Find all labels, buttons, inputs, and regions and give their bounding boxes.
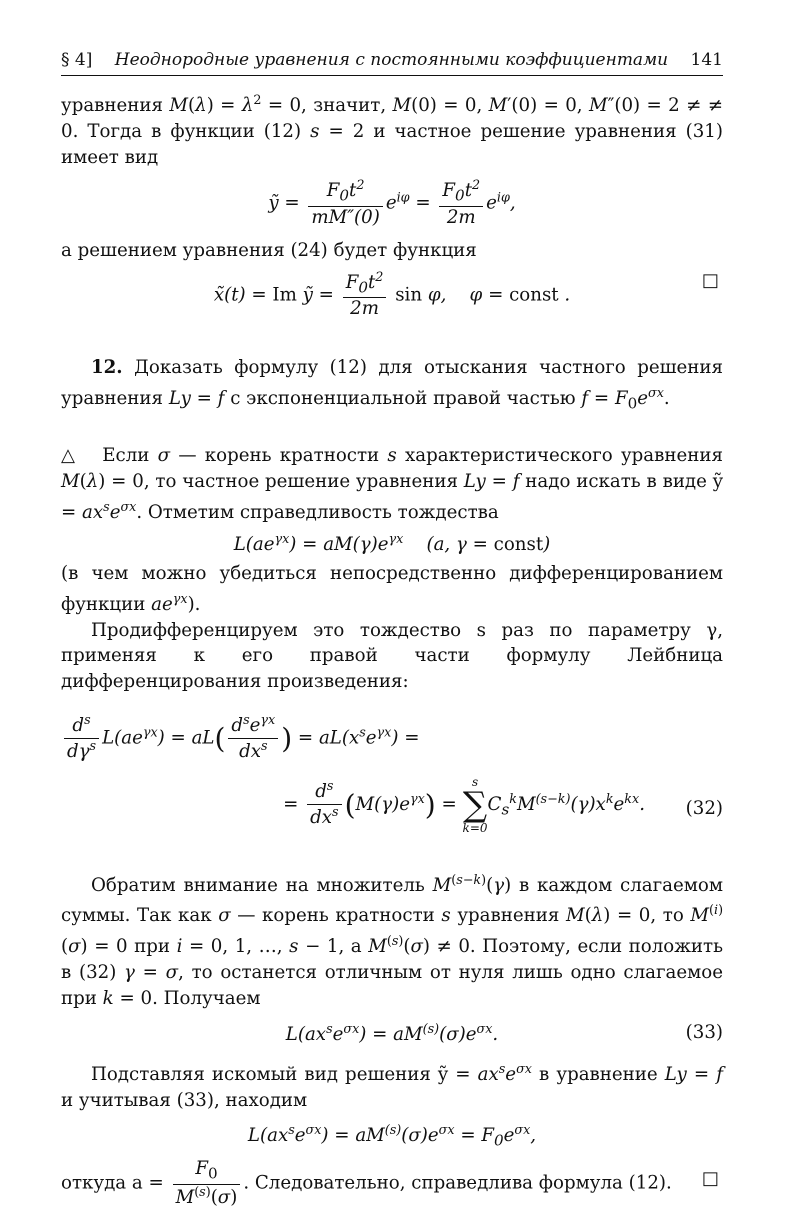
equation-final: $L(ax^se^{\sigma x}) = aM^{(s)}(\sigma)e^{\sigma x} = F_0e^{\sigma x}$, — [247, 1123, 537, 1151]
paragraph-3: △ Если σ — корень кратности s характеристического уравнения M(λ) = 0, то частное решение уравнения Ly = f надо искать в виде ỹ = $ax^se^{\sigma x}$. Отметим справедливость тождества — [61, 445, 723, 524]
paragraph-1: уравнения $M(\lambda) = \lambda^2 = 0$, значит, M(0) = 0, M′(0) = 0, M″(0) = 2 ≠ ≠ 0. Тогда в функции (12) s = 2 и частное решение уравнения (31) имеет вид — [61, 93, 724, 168]
fraction-a: $\frac{F_0}{M^{(s)}(\sigma)}$ — [173, 1158, 241, 1209]
equation-label-32: (32) — [685, 797, 723, 819]
page — [61, 50, 723, 1210]
running-header — [61, 50, 723, 76]
equation-33: $L(ax^se^{\sigma x}) = aM^{(s)}(\sigma)e^{\sigma x}$. (33) — [285, 1021, 723, 1045]
paragraph-5: Продифференцируем это тождество s раз по параметру γ, применяя к его правой части формулу Лейбница дифференцирования произведения: — [61, 619, 723, 693]
qed-symbol: □ — [701, 269, 719, 291]
equation-32-line-2: = $\frac{d^s}{dx^s}$ $(M(\gamma)e^{\gamma x})$ = s ∑ k=0 $C_s^kM^{(s-k)}(\gamma)x^ke^{kx}$. (32) — [283, 774, 723, 835]
paragraph-7: Подставляя искомый вид решения ỹ = $ax^se^{\sigma x}$ в уравнение Ly = f и учитывая (33), находим — [61, 1061, 723, 1111]
section-mark: § 4] — [61, 50, 93, 70]
paragraph-8 — [61, 1158, 723, 1209]
paragraph-6: Обратим внимание на множитель $M^{(s-k)}(\gamma)$ в каждом слагаемом суммы. Так как σ — корень кратности s уравнения M(λ) = 0, то $M^{(i)}(\sigma) = 0$ при i = 0, 1, …, s − 1, а $M^{(s)}(\sigma) \ne 0$. Поэтому, если положить в (32) γ = σ, то останется отличным от нуля лишь одно слагаемое при k = 0. Получаем — [61, 872, 724, 1009]
running-title: Неоднородные уравнения с постоянными коэффициентами — [114, 50, 669, 70]
page-number: 141 — [690, 50, 723, 70]
qed-symbol-2: □ — [701, 1168, 719, 1190]
problem-12: 12. Доказать формулу (12) для отыскания частного решения уравнения Ly = f с экспоненциальной правой частью $f = F_0e^{\sigma x}$. — [61, 357, 723, 413]
equation-x-tilde: x̃(t) = Im ỹ = $\frac{F_0t^2}{2m}$ sin φ, φ = const . □ — [213, 269, 719, 320]
paragraph-4: (в чем можно убедиться непосредственно дифференцированием функции $ae^{\gamma x}$). — [61, 562, 723, 615]
paragraph-2: а решением уравнения (24) будет функция — [61, 239, 477, 261]
equation-identity: $L(ae^{\gamma x}) = aM(\gamma)e^{\gamma x}$ (a, γ = const) — [233, 531, 551, 555]
paragraph-8-prefix: откуда a = — [61, 1172, 164, 1194]
paragraph-8-suffix: . Следовательно, справедлива формула (12). — [243, 1172, 672, 1194]
equation-label-33: (33) — [685, 1021, 723, 1043]
equation-32-line-1: $\frac{d^s}{d\gamma^s}$ $L(ae^{\gamma x}) = aL$( $\frac{d^se^{\gamma x}}{dx^s}$ ) = $aL(x^se^{\gamma x})$ = — [61, 713, 723, 764]
problem-number: 12. — [91, 357, 123, 379]
equation-y-tilde: ỹ = $\frac{F_0t^2}{mM''(0)}$ $e^{i\varphi}$ = $\frac{F_0t^2}{2m}$ $e^{i\varphi}$, — [268, 178, 516, 229]
